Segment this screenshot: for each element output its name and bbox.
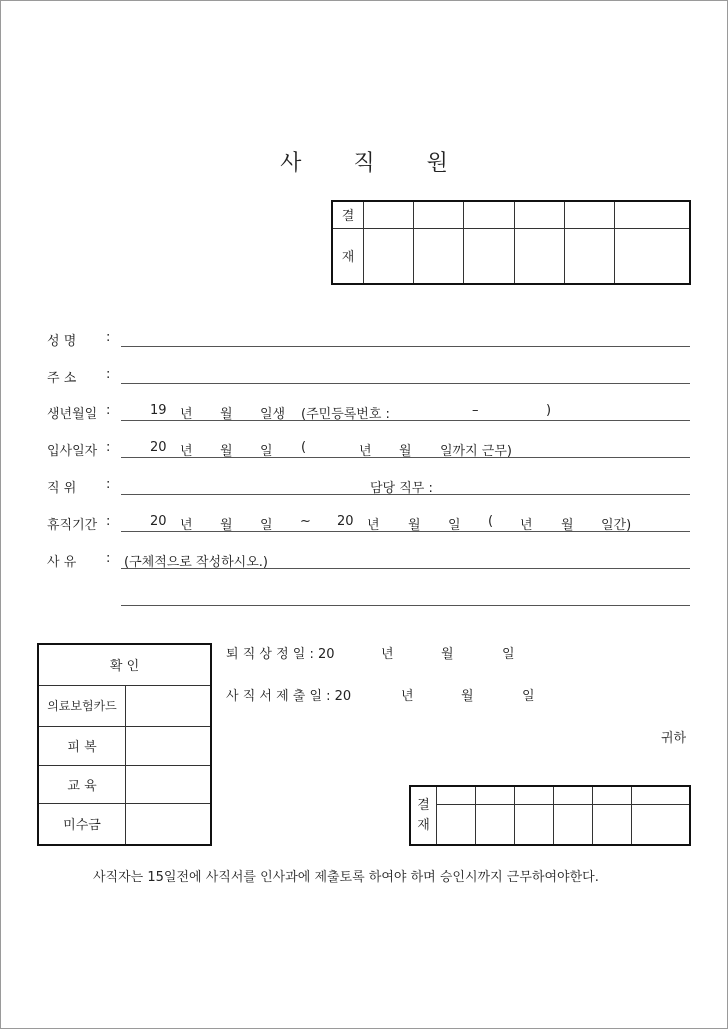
name-label: 성 명 — [47, 334, 77, 349]
birth-label: 생년월일 — [47, 407, 98, 422]
reason-input-line-2[interactable] — [121, 604, 690, 606]
confirm-row-label: 의료보험카드 — [38, 685, 126, 726]
confirm-row-label: 미수금 — [38, 803, 126, 845]
title-char-3: 원 — [426, 151, 448, 176]
confirm-check-cell[interactable] — [126, 685, 212, 726]
leave-to-day: 일 — [448, 518, 461, 533]
resign-year-unit: 년 — [381, 647, 394, 662]
leave-from-month: 월 — [220, 518, 233, 533]
approval-box-top — [331, 200, 691, 285]
confirm-row-label: 피 복 — [38, 726, 126, 765]
address-input-line[interactable] — [121, 382, 690, 384]
approval-cell[interactable] — [632, 804, 691, 845]
confirm-row-label: 교 육 — [38, 765, 126, 803]
approval-cell[interactable] — [476, 786, 515, 804]
confirm-check-cell[interactable] — [126, 765, 212, 803]
colon: : — [106, 477, 111, 492]
leave-from-year: 년 — [180, 518, 193, 533]
confirm-check-cell[interactable] — [126, 803, 212, 845]
join-label: 입사일자 — [47, 444, 98, 459]
join-until-year: 년 — [359, 444, 372, 459]
birth-year-unit: 년 — [180, 407, 193, 422]
approval-cell[interactable] — [554, 804, 593, 845]
colon: : — [106, 551, 111, 566]
approval-cell[interactable] — [515, 804, 554, 845]
resident-number-label: (주민등록번호 : — [301, 407, 390, 422]
approval-label-bottom — [410, 786, 437, 845]
resign-month-unit: 월 — [441, 647, 454, 662]
position-input-line[interactable] — [121, 493, 690, 495]
approval-cell[interactable] — [464, 228, 514, 284]
approval-box-bottom — [409, 785, 691, 846]
approval-label-2: 재 — [332, 228, 364, 284]
resign-day-unit: 일 — [502, 647, 515, 662]
birth-month-unit: 월 — [220, 407, 233, 422]
leave-to-year: 년 — [367, 518, 380, 533]
leave-input-line[interactable] — [121, 530, 690, 532]
resign-date-label: 퇴 직 상 정 일 : 20 — [226, 647, 335, 662]
join-paren-open: ( — [301, 440, 307, 455]
leave-paren-open: ( — [488, 514, 494, 529]
leave-duration-day: 일간) — [601, 518, 632, 533]
approval-label-1: 결 — [332, 201, 364, 228]
join-until-day: 일까지 근무) — [440, 444, 512, 459]
approval-cell[interactable] — [437, 786, 476, 804]
leave-to-century: 20 — [337, 514, 354, 529]
leave-to-month: 월 — [408, 518, 421, 533]
approval-cell[interactable] — [476, 804, 515, 845]
duty-label: 담당 직무 : — [370, 481, 433, 496]
approval-cell[interactable] — [615, 201, 690, 228]
approval-label-2: 재 — [417, 817, 430, 833]
join-input-line[interactable] — [121, 456, 690, 458]
join-century: 20 — [150, 440, 167, 455]
approval-cell[interactable] — [364, 201, 414, 228]
title-char-1: 사 — [280, 151, 302, 176]
approval-cell[interactable] — [593, 804, 632, 845]
birth-day-unit: 일생 — [260, 407, 286, 422]
join-day-unit: 일 — [260, 444, 273, 459]
leave-duration-year: 년 — [520, 518, 533, 533]
leave-tilde: ~ — [300, 514, 311, 529]
colon: : — [106, 403, 111, 418]
address-label: 주 소 — [47, 371, 77, 386]
submit-year-unit: 년 — [401, 689, 414, 704]
leave-label: 휴직기간 — [47, 518, 98, 533]
confirmation-header: 확 인 — [38, 644, 211, 685]
page-title — [0, 146, 728, 177]
leave-from-day: 일 — [260, 518, 273, 533]
join-year-unit: 년 — [180, 444, 193, 459]
approval-cell[interactable] — [564, 228, 614, 284]
name-input-line[interactable] — [121, 345, 690, 347]
approval-cell[interactable] — [437, 804, 476, 845]
leave-duration-month: 월 — [561, 518, 574, 533]
confirm-check-cell[interactable] — [126, 726, 212, 765]
join-month-unit: 월 — [220, 444, 233, 459]
leave-from-century: 20 — [150, 514, 167, 529]
approval-cell[interactable] — [514, 228, 564, 284]
resident-number-close: ) — [546, 403, 552, 418]
approval-cell[interactable] — [364, 228, 414, 284]
title-char-2: 직 — [353, 151, 375, 176]
approval-cell[interactable] — [464, 201, 514, 228]
reason-hint: (구체적으로 작성하시오.) — [124, 555, 268, 570]
submit-month-unit: 월 — [461, 689, 474, 704]
colon: : — [106, 514, 111, 529]
join-until-month: 월 — [399, 444, 412, 459]
addressee: 귀하 — [661, 731, 687, 746]
approval-cell[interactable] — [414, 201, 464, 228]
approval-cell[interactable] — [564, 201, 614, 228]
approval-cell[interactable] — [632, 786, 691, 804]
reason-label: 사 유 — [47, 555, 77, 570]
reason-input-line-1[interactable] — [121, 567, 690, 569]
approval-cell[interactable] — [414, 228, 464, 284]
submit-day-unit: 일 — [522, 689, 535, 704]
approval-cell[interactable] — [515, 786, 554, 804]
approval-label-1: 결 — [417, 797, 430, 813]
approval-cell[interactable] — [593, 786, 632, 804]
colon: : — [106, 367, 111, 382]
footer-note: 사직자는 15일전에 사직서를 인사과에 제출토록 하여야 하며 승인시까지 근무하여야한다. — [93, 870, 599, 885]
birth-input-line[interactable] — [121, 419, 690, 421]
colon: : — [106, 330, 111, 345]
birth-century: 19 — [150, 403, 167, 418]
approval-cell[interactable] — [615, 228, 690, 284]
colon: : — [106, 440, 111, 455]
confirmation-table — [37, 643, 212, 846]
submit-date-label: 사 직 서 제 출 일 : 20 — [226, 689, 352, 704]
approval-cell[interactable] — [514, 201, 564, 228]
approval-cell[interactable] — [554, 786, 593, 804]
resident-number-dash: – — [472, 403, 479, 418]
position-label: 직 위 — [47, 481, 77, 496]
